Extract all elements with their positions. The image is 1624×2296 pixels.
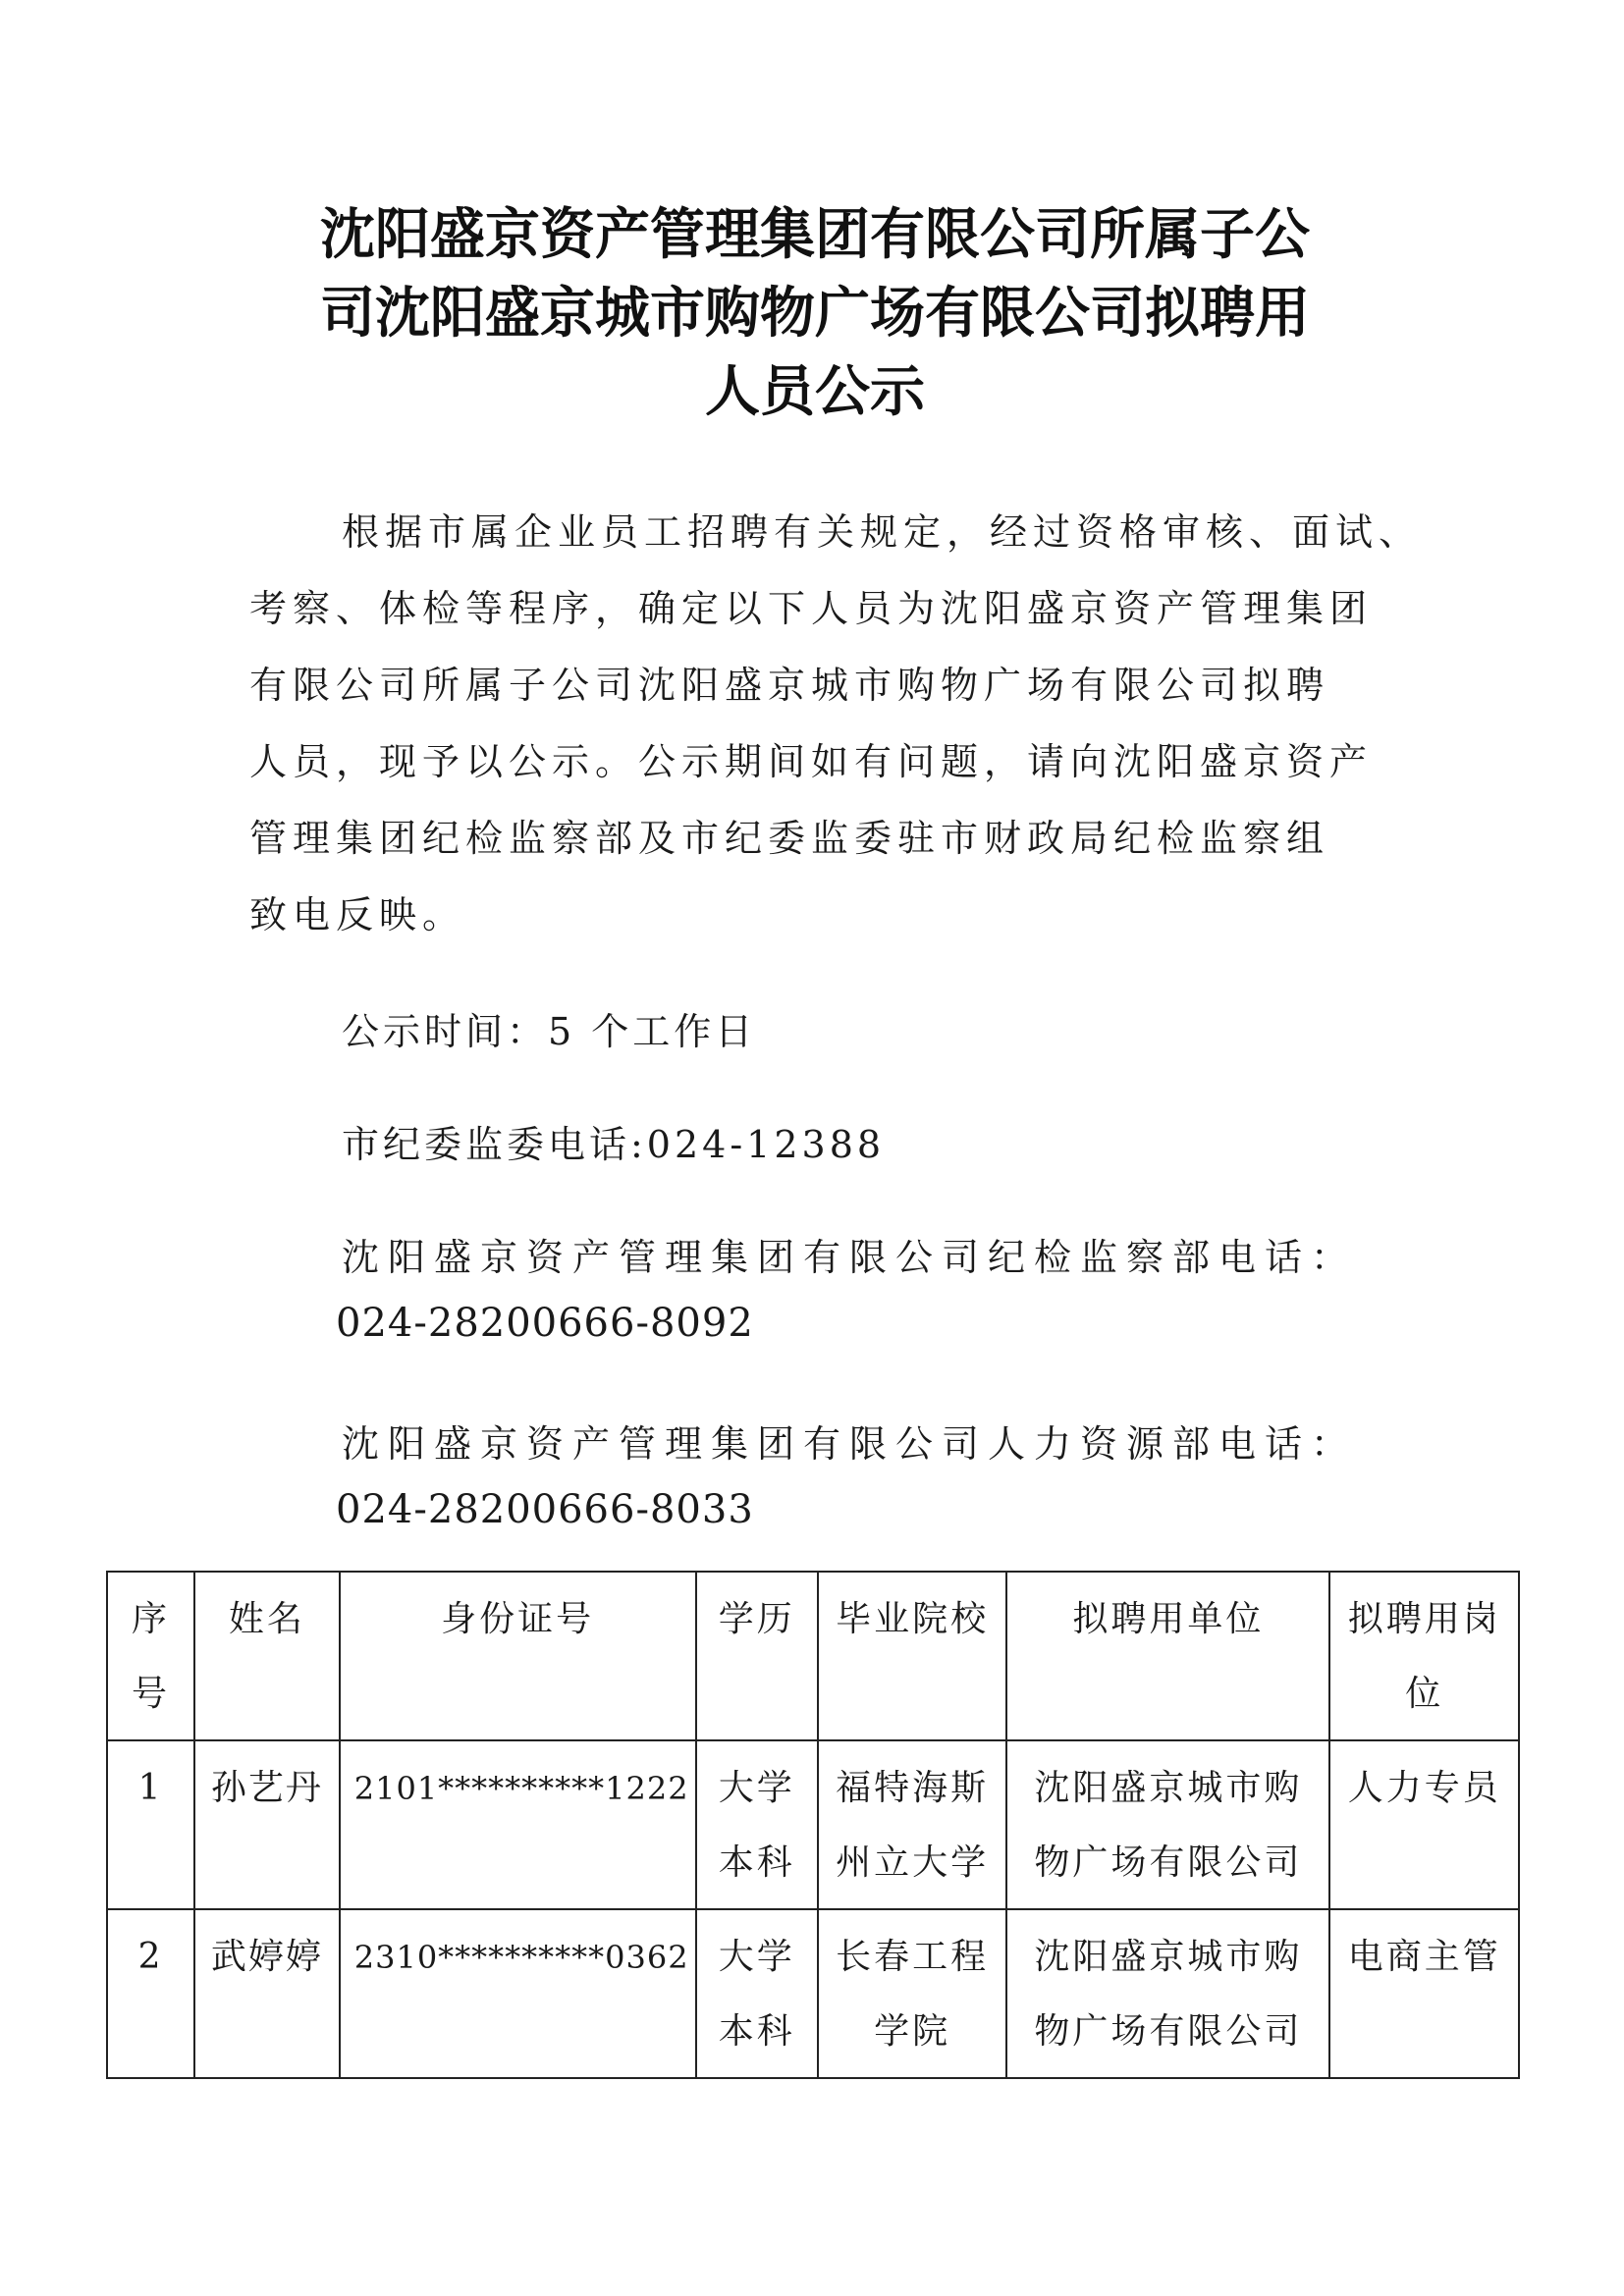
header-school: 毕业院校: [818, 1572, 1007, 1740]
header-seq: 序 号: [107, 1572, 194, 1740]
paragraph-line: 考察、体检等程序，确定以下人员为沈阳盛京资产管理集团: [249, 587, 1374, 630]
cell-post: 电商主管: [1329, 1909, 1519, 2078]
paragraph-line: 致电反映。: [249, 893, 466, 936]
cell-id: 2310**********0362: [340, 1909, 696, 2078]
header-id: 身份证号: [340, 1572, 696, 1740]
cell-id: 2101**********1222: [340, 1740, 696, 1909]
title-line: 沈阳盛京资产管理集团有限公司所属子公: [320, 203, 1310, 267]
header-unit: 拟聘用单位: [1006, 1572, 1329, 1740]
cell-post: 人力专员: [1329, 1740, 1519, 1909]
cell-name: 武婷婷: [194, 1909, 340, 2078]
table-row: [107, 1909, 1519, 2078]
cell-school: 福特海斯 州立大学: [818, 1740, 1007, 1909]
hr-dept-phone: 024-28200666-8033: [336, 1487, 754, 1532]
announcement-paragraph: [249, 494, 1423, 953]
discipline-dept-label: 沈阳盛京资产管理集团有限公司纪检监察部电话：: [342, 1236, 1358, 1279]
table-header-row: [107, 1572, 1519, 1740]
cell-edu: 大学 本科: [696, 1909, 818, 2078]
cell-seq: 2: [107, 1909, 194, 2078]
document-title: [236, 196, 1394, 432]
notice-period: 公示时间：5 个工作日: [342, 1010, 757, 1053]
paragraph-line: 人员，现予以公示。公示期间如有问题，请向沈阳盛京资产: [249, 740, 1374, 783]
paragraph-line: 有限公司所属子公司沈阳盛京城市购物广场有限公司拟聘: [249, 664, 1330, 707]
commission-phone: 市纪委监委电话:024-12388: [342, 1123, 886, 1166]
candidates-table: [106, 1571, 1520, 2079]
cell-school: 长春工程 学院: [818, 1909, 1007, 2078]
title-line: 人员公示: [705, 360, 925, 424]
cell-unit: 沈阳盛京城市购 物广场有限公司: [1006, 1909, 1329, 2078]
table-row: [107, 1740, 1519, 1909]
cell-edu: 大学 本科: [696, 1740, 818, 1909]
discipline-dept-phone: 024-28200666-8092: [336, 1301, 754, 1346]
cell-name: 孙艺丹: [194, 1740, 340, 1909]
title-line: 司沈阳盛京城市购物广场有限公司拟聘用: [320, 282, 1310, 346]
paragraph-line: 根据市属企业员工招聘有关规定，经过资格审核、面试、: [342, 510, 1423, 554]
hr-dept-label: 沈阳盛京资产管理集团有限公司人力资源部电话：: [342, 1422, 1358, 1466]
cell-seq: 1: [107, 1740, 194, 1909]
cell-unit: 沈阳盛京城市购 物广场有限公司: [1006, 1740, 1329, 1909]
header-post: 拟聘用岗 位: [1329, 1572, 1519, 1740]
paragraph-line: 管理集团纪检监察部及市纪委监委驻市财政局纪检监察组: [249, 817, 1330, 860]
header-name: 姓名: [194, 1572, 340, 1740]
header-edu: 学历: [696, 1572, 818, 1740]
